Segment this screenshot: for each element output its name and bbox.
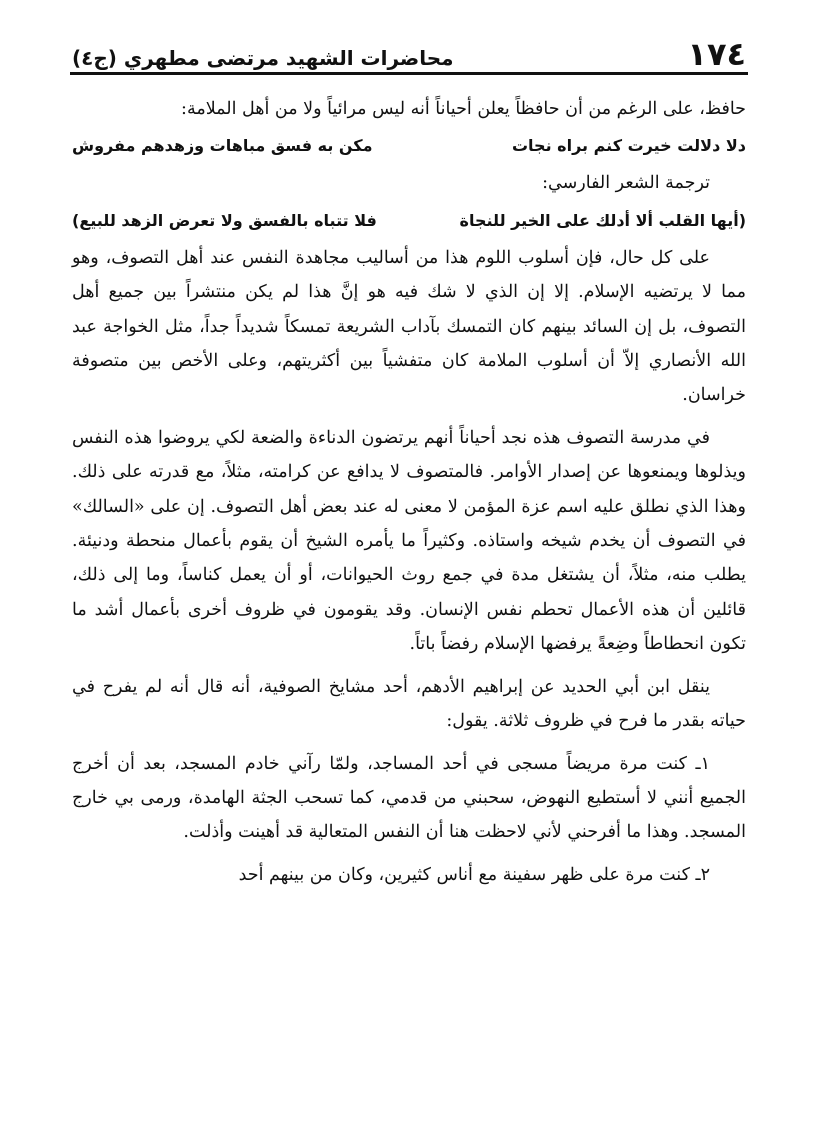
- persian-verse: [72, 126, 746, 166]
- paragraph-hafez-intro: حافظ، على الرغم من أن حافظاً يعلن أحياناً أنه ليس مرائياً ولا من أهل الملامة:: [181, 99, 746, 119]
- arabic-verse: [72, 201, 746, 241]
- paragraph-blame-method: على كل حال، فإن أسلوب اللوم هذا من أساليب مجاهدة النفس عند أهل التصوف، وهو مما لا يرتضيه الإسلام. إلا إن الذي لا شك فيه هو إنَّ هذا لم يكن منتشراً بين جميع أهل التصوف، بل إن السائد بينهم كان التمسك بآداب الشريعة تمسكاً شديداً جداً، مثل الخواجة عبد الله الأنصاري إلاّ أن أسلوب الملامة كان متفشياً بين أكثريتهم، وعلى الأخص بين متصوفة خراسان.: [72, 247, 746, 406]
- header-rule: [70, 72, 748, 75]
- arabic-verse-first-hemistich: (أيها القلب ألا أدلك على الخير للنجاة: [459, 210, 746, 230]
- paragraph-ibrahim-adham: ينقل ابن أبي الحديد عن إبراهيم الأدهم، أحد مشايخ الصوفية، أنه قال أنه لم يفرح في حياته بقدر ما فرح في ظروف ثلاثة. يقول:: [72, 676, 746, 732]
- page-number: ١٧٤: [687, 35, 746, 73]
- translation-label: ترجمة الشعر الفارسي:: [542, 173, 710, 194]
- persian-verse-first-hemistich: دلا دلالت خيرت كنم براه نجات: [511, 136, 746, 156]
- persian-verse-second-hemistich: مكن به فسق مباهات وزهدهم مفروش: [72, 136, 373, 156]
- list-item-one: ١ـ كنت مرة مريضاً مسجى في أحد المساجد، ولمّا رآني خادم المسجد، بعد أن أخرج الجميع أنني لا أستطيع النهوض، سحبني من قدمي، كما تسحب الجثة الهامدة، ورمى بي خارج المسجد. وهذا ما أفرحني لأني لاحظت هنا أن النفس المتعالية قد أهينت وأذلت.: [72, 753, 746, 843]
- page-body: [72, 92, 746, 892]
- arabic-verse-second-hemistich: فلا تتباه بالفسق ولا تعرض الزهد للبيع): [72, 210, 377, 230]
- running-title: محاضرات الشهيد مرتضى مطهري (ج٤): [72, 46, 454, 70]
- list-item-two: ٢ـ كنت مرة على ظهر سفينة مع أناس كثيرين، وكان من بينهم أحد: [238, 864, 710, 885]
- paragraph-sufi-school: في مدرسة التصوف هذه نجد أحياناً أنهم يرتضون الدناءة والضعة لكي يروضوا هذه النفس ويذلوها ويمنعوها عن إصدار الأوامر. فالمتصوف لا يدافع عن كرامته، مثلاً، مع قدرته على ذلك. وهذا الذي نطلق عليه اسم عزة المؤمن لا معنى له عند بعض أهل التصوف. إن على «السالك» في التصوف أن يخدم شيخه واستاذه. وكثيراً ما يأمره الشيخ أن يقوم بأعمال منحطة ودنيئة. يطلب منه، مثلاً، أن يشتغل مدة في جمع روث الحيوانات، أو أن يعمل كناساً، وما إلى ذلك، قائلين أن هذه الأعمال تحطم نفس الإنسان. وقد يقومون في ظروف أخرى بأعمال أشد ما تكون انحطاطاً وضِعةً يرفضها الإسلام رفضاً باتاً.: [72, 427, 746, 655]
- page-header: [72, 26, 746, 73]
